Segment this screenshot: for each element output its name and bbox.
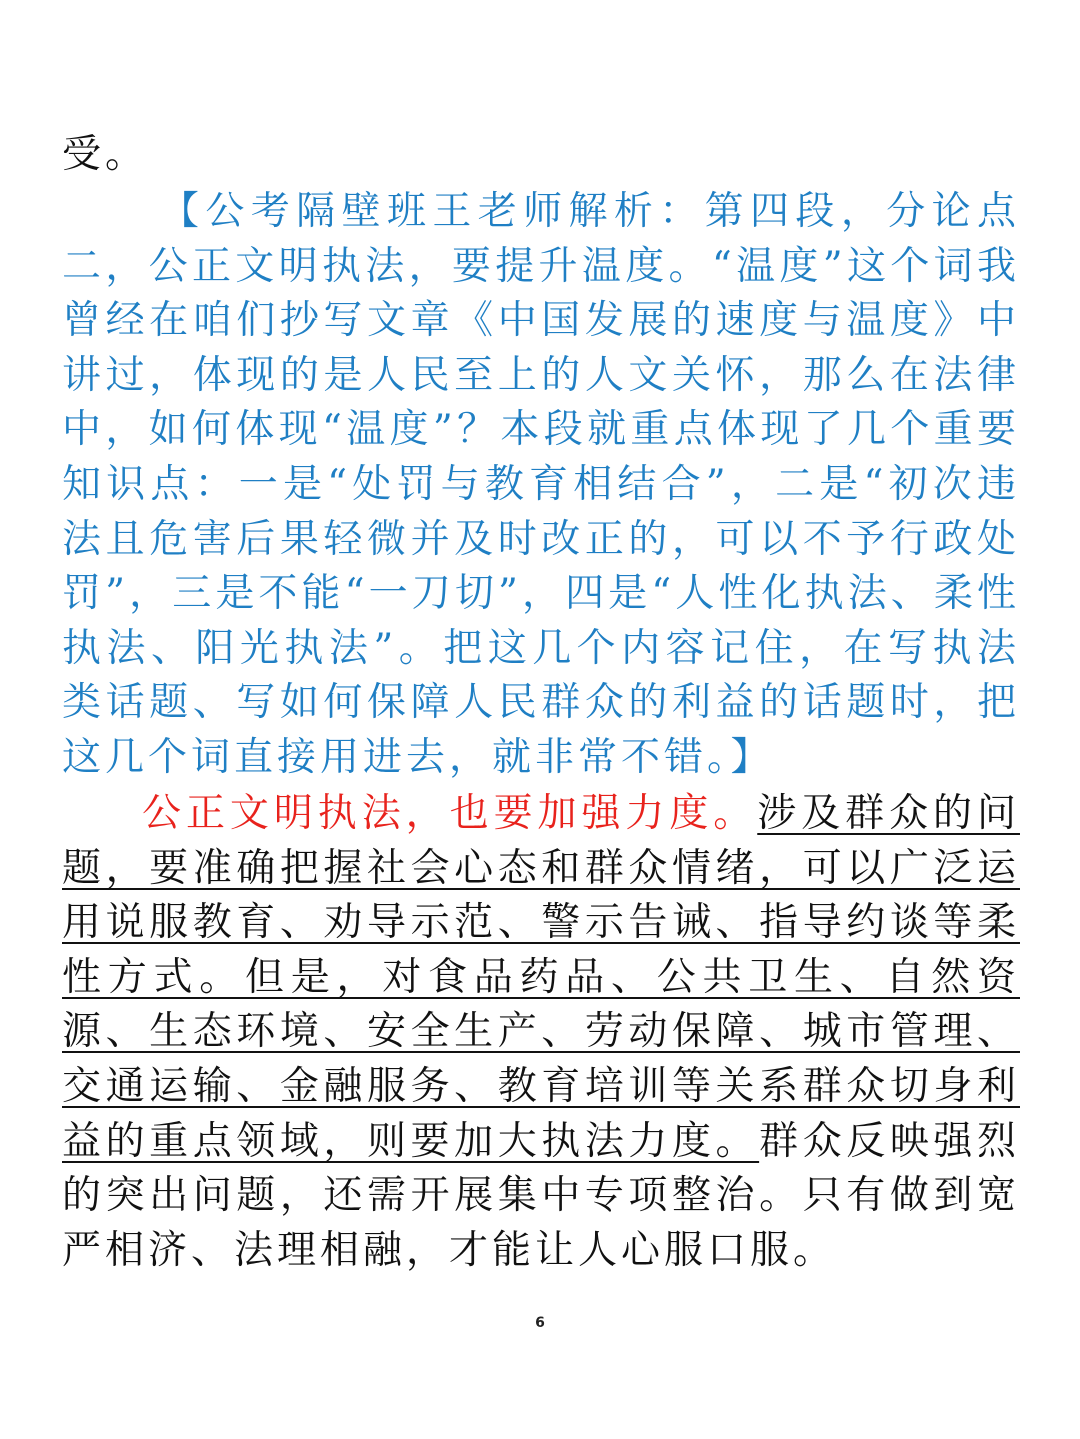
page-number: 6: [535, 1315, 545, 1331]
paragraph-closing-text: 群众反映强烈的突出问题，还需开展集中专项整治。只有做到宽严相济、法理相融，才能让人心服口服。: [62, 1118, 1020, 1273]
previous-paragraph-ending: 受。: [62, 132, 149, 177]
teacher-analysis-paragraph: 【公考隔壁班王老师解析：第四段，分论点二，公正文明执法，要提升温度。“温度”这个词我曾经在咱们抄写文章《中国发展的速度与温度》中讲过，体现的是人民至上的人文关怀，那么在法律中，如何体现“温度”？本段就重点体现了几个重要知识点：一是“处罚与教育相结合”，二是“初次违法且危害后果轻微并及时改正的，可以不予行政处罚”，三是不能“一刀切”，四是“人性化执法、柔性执法、阳光执法”。把这几个内容记住，在写执法类话题、写如何保障人民群众的利益的话题时，把这几个词直接用进去，就非常不错。】: [62, 189, 1020, 780]
highlighted-thesis-sentence: 公正文明执法，也要加强力度。: [142, 791, 758, 836]
underlined-key-passage: 涉及群众的问题，要准确把握社会心态和群众情绪，可以广泛运用说服教育、劝导示范、警示告诫、指导约谈等柔性方式。但是，对食品药品、公共卫生、自然资源、生态环境、安全生产、劳动保障、城市管理、交通运输、金融服务、教育培训等关系群众切身利益的重点领域，则要加大执法力度。: [62, 791, 1020, 1164]
main-body-paragraph: [62, 787, 1020, 1278]
